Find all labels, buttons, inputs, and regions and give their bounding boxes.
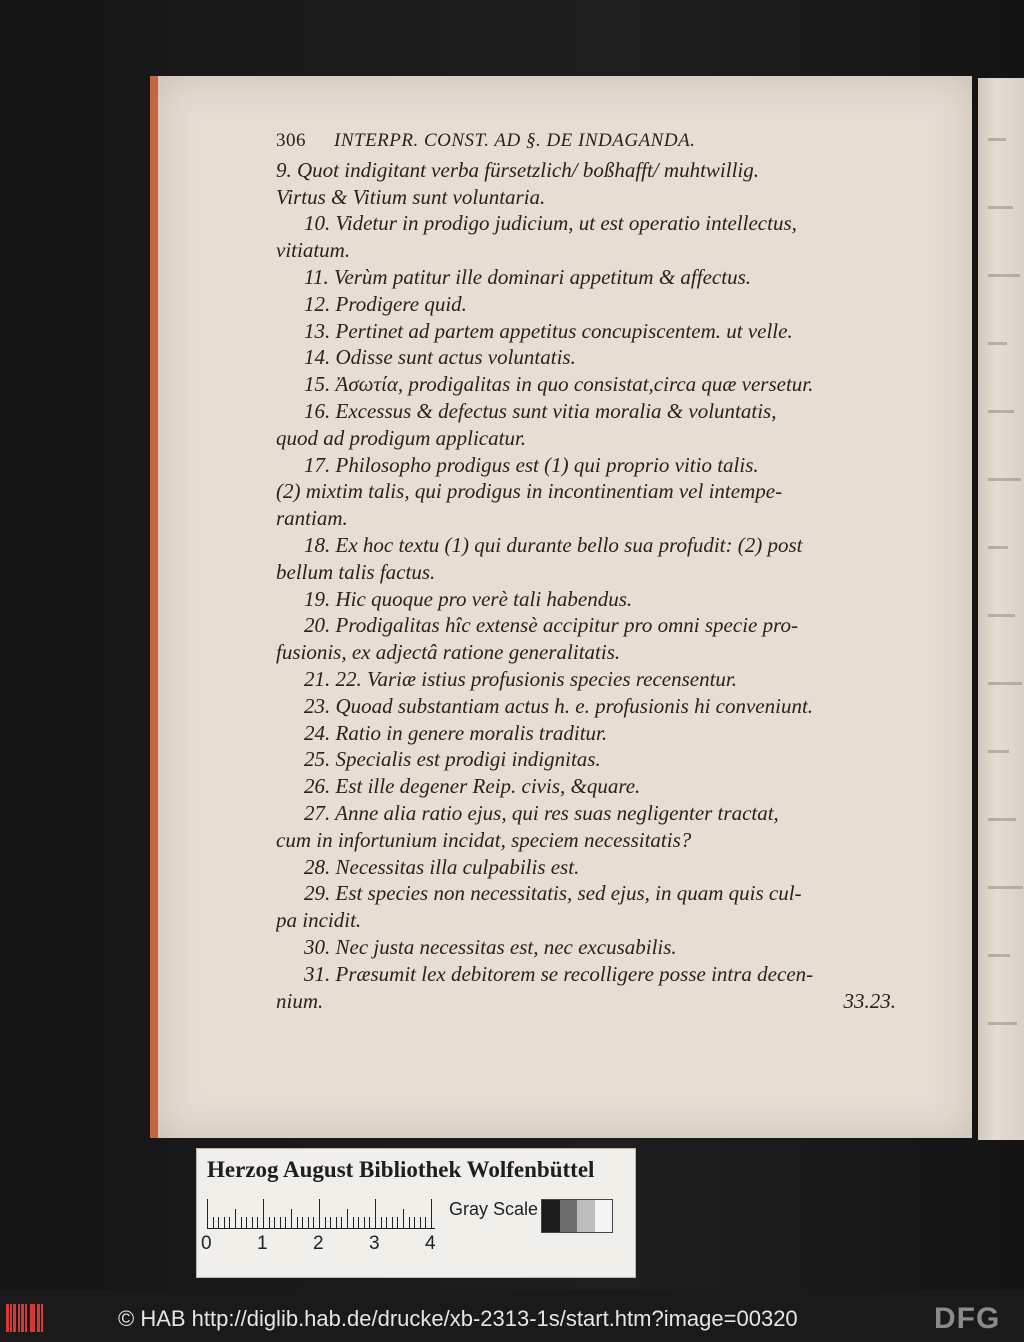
last-line [276, 988, 896, 1015]
ruler-number: 2 [313, 1233, 324, 1254]
ruler-tick [386, 1217, 387, 1229]
ruler-tick [252, 1217, 253, 1229]
ruler-tick [263, 1199, 264, 1229]
text-line: 18. Ex hoc textu (1) qui durante bello sua profudit: (2) post [304, 532, 803, 557]
text-line: 20. Prodigalitas hîc extensè accipitur pro omni specie pro- [304, 613, 798, 638]
text-line: 13. Pertinet ad partem appetitus concupiscentem. ut velle. [304, 318, 793, 343]
ruler-number: 0 [201, 1233, 212, 1254]
ruler-tick [274, 1217, 275, 1229]
text-line: 31. Præsumit lex debitorem se recolligere posse intra decen- [304, 961, 814, 986]
facing-page-edge [978, 78, 1024, 1140]
gray-swatch [577, 1200, 595, 1232]
text-line: pa incidit. [276, 908, 362, 933]
ruler-tick [291, 1209, 292, 1229]
text-line: 9. Quot indigitant verba fürsetzlich/ boßhafft/ muhtwillig. [276, 157, 759, 182]
text-line: Virtus & Vitium sunt voluntaria. [276, 184, 546, 209]
color-calibration-bar [196, 1148, 636, 1278]
text-line: 12. Prodigere quid. [304, 291, 467, 316]
ruler-tick [246, 1217, 247, 1229]
page-number: 306 [276, 130, 306, 151]
ruler-tick [213, 1217, 214, 1229]
ruler-number: 1 [257, 1233, 268, 1254]
text-line: 23. Quoad substantiam actus h. e. profusionis hi conveniunt. [304, 693, 814, 718]
text-line: rantiam. [276, 506, 348, 531]
ruler-tick [297, 1217, 298, 1229]
ruler-tick [302, 1217, 303, 1229]
page-text [276, 128, 896, 1014]
barcode-icon [6, 1304, 46, 1332]
ruler-tick [347, 1209, 348, 1229]
ruler-tick [369, 1217, 370, 1229]
ruler-tick [229, 1217, 230, 1229]
ruler-tick [375, 1199, 376, 1229]
catchword: 33.23. [843, 988, 896, 1013]
ruler-tick [241, 1217, 242, 1229]
ruler-tick [392, 1217, 393, 1229]
ruler-tick [381, 1217, 382, 1229]
ruler-tick [353, 1217, 354, 1229]
text-line: 21. 22. Variæ istius profusionis species recensentur. [304, 666, 738, 691]
text-line: 19. Hic quoque pro verè tali habendus. [304, 586, 633, 611]
text-line: 17. Philosopho prodigus est (1) qui proprio vitio talis. [304, 452, 759, 477]
text-line: bellum talis factus. [276, 559, 436, 584]
gray-swatch [560, 1200, 578, 1232]
ruler-tick [280, 1217, 281, 1229]
book-page [150, 76, 972, 1138]
text-line: cum in infortunium incidat, speciem necessitatis? [276, 827, 692, 852]
ruler-tick [224, 1217, 225, 1229]
ruler-tick [364, 1217, 365, 1229]
ruler-number: 4 [425, 1233, 436, 1254]
last-line-text: nium. [276, 988, 324, 1013]
dfg-logo: DFG [934, 1302, 1001, 1335]
copyright-link[interactable]: © HAB http://diglib.hab.de/drucke/xb-2313-1s/start.htm?image=00320 [118, 1306, 798, 1331]
text-line: quod ad prodigum applicatur. [276, 425, 527, 450]
ruler-tick [235, 1209, 236, 1229]
text-line: 11. Verùm patitur ille dominari appetitum & affectus. [304, 264, 751, 289]
text-line: vitiatum. [276, 238, 351, 263]
gray-swatch [595, 1200, 613, 1232]
running-title: INTERPR. CONST. AD §. DE INDAGANDA. [334, 130, 696, 151]
gray-swatch [542, 1200, 560, 1232]
running-header [276, 128, 896, 155]
ruler-tick [420, 1217, 421, 1229]
text-line: 24. Ratio in genere moralis traditur. [304, 720, 608, 745]
ruler-tick [358, 1217, 359, 1229]
ruler-tick [257, 1217, 258, 1229]
ruler-tick [269, 1217, 270, 1229]
text-line: 15. Ἀσωτία, prodigalitas in quo consistat,circa quæ versetur. [304, 372, 814, 397]
ruler-tick [341, 1217, 342, 1229]
ruler-tick [403, 1209, 404, 1229]
text-line: 25. Specialis est prodigi indignitas. [304, 747, 601, 772]
ruler-tick [425, 1217, 426, 1229]
text-line: (2) mixtim talis, qui prodigus in incontinentiam vel intempe- [276, 479, 783, 504]
ruler-tick [319, 1199, 320, 1229]
ruler-tick [409, 1217, 410, 1229]
ruler-tick [414, 1217, 415, 1229]
ruler-tick [397, 1217, 398, 1229]
ruler-tick [218, 1217, 219, 1229]
footer-bar [0, 1296, 1024, 1342]
library-name: Herzog August Bibliothek Wolfenbüttel [207, 1157, 595, 1182]
text-line: fusionis, ex adjectâ ratione generalitatis. [276, 640, 621, 665]
scale-ruler [207, 1195, 435, 1229]
ruler-tick [308, 1217, 309, 1229]
text-lines [276, 157, 896, 988]
gray-scale-swatches [541, 1199, 613, 1233]
text-line: 10. Videtur in prodigo judicium, ut est operatio intellectus, [304, 211, 797, 236]
text-line: 28. Necessitas illa culpabilis est. [304, 854, 580, 879]
ruler-tick [431, 1199, 432, 1229]
ruler-tick [313, 1217, 314, 1229]
ruler-tick [325, 1217, 326, 1229]
ruler-tick [207, 1199, 208, 1229]
ruler-tick [285, 1217, 286, 1229]
text-line: 29. Est species non necessitatis, sed ejus, in quam quis cul- [304, 881, 802, 906]
ruler-tick [330, 1217, 331, 1229]
text-line: 16. Excessus & defectus sunt vitia moralia & voluntatis, [304, 398, 777, 423]
text-line: 27. Anne alia ratio ejus, qui res suas negligenter tractat, [304, 800, 779, 825]
text-line: 26. Est ille degener Reip. civis, &quare. [304, 774, 641, 799]
text-line: 14. Odisse sunt actus voluntatis. [304, 345, 576, 370]
ruler-tick [336, 1217, 337, 1229]
ruler-number: 3 [369, 1233, 380, 1254]
text-line: 30. Nec justa necessitas est, nec excusabilis. [304, 934, 677, 959]
gray-scale-label: Gray Scale [449, 1199, 539, 1219]
